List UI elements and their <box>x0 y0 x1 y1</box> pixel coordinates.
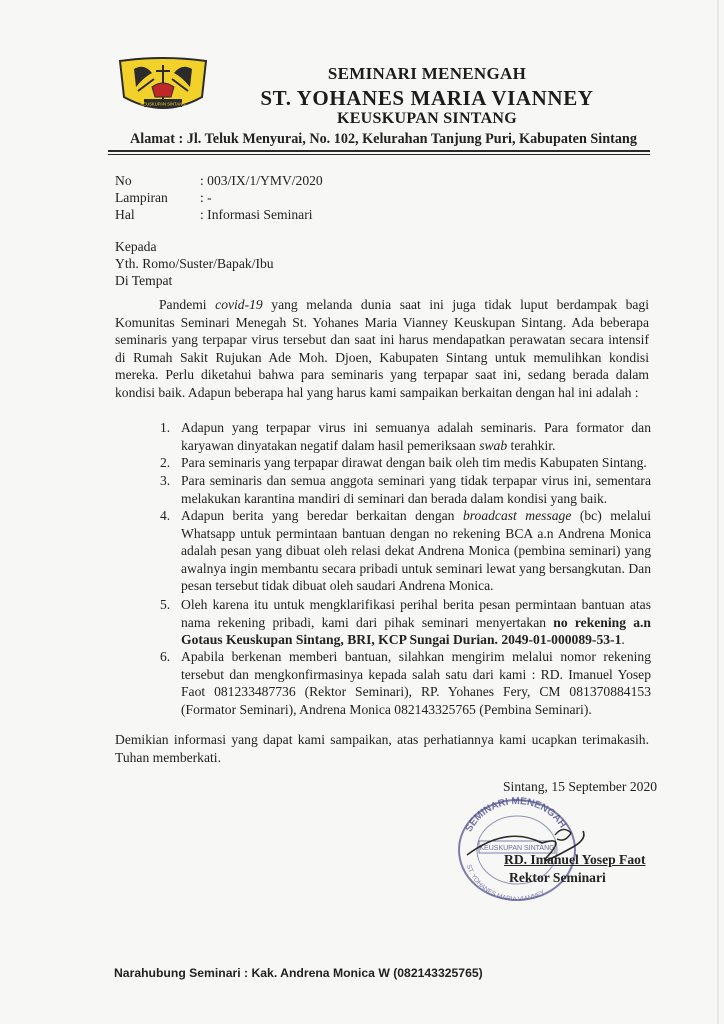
list-number: 4. <box>160 508 171 523</box>
svg-text:KEUSKUPAN SINTANG: KEUSKUPAN SINTANG <box>479 845 555 852</box>
seminary-stamp <box>447 795 587 905</box>
item4-text: Adapun berita yang beredar berkaitan dengan <box>181 508 463 523</box>
seminary-logo <box>116 57 210 115</box>
letterhead-rule <box>108 150 650 152</box>
svg-text:KEUSKUPAN SINTANG: KEUSKUPAN SINTANG <box>140 101 186 107</box>
list-item-5 <box>181 596 651 649</box>
list-number: 3. <box>160 473 171 488</box>
letterhead-address: Alamat : Jl. Teluk Menyurai, No. 102, Kelurahan Tanjung Puri, Kabupaten Sintang <box>130 131 637 147</box>
place-date: Sintang, 15 September 2020 <box>503 779 658 794</box>
meta-no-value: : 003/IX/1/YMV/2020 <box>200 173 323 188</box>
closing-paragraph: Demikian informasi yang dapat kami sampaikan, atas perhatiannya kami ucapkan terimakasih. Tuhan memberkati. <box>115 732 649 765</box>
intro-paragraph <box>115 296 649 402</box>
meta-hal-value: : Informasi Seminari <box>200 207 313 222</box>
scan-edge <box>717 0 719 1024</box>
signatory-name: RD. Imanuel Yosep Faot <box>504 852 646 867</box>
letterhead-rule-thin <box>108 154 650 155</box>
list-number: 6. <box>160 649 171 664</box>
item1-emphasis: swab <box>479 437 508 453</box>
meta-hal-label: Hal <box>115 207 135 222</box>
recipient-line2: Yth. Romo/Suster/Bapak/Ibu <box>115 256 274 271</box>
list-item-2: Para seminaris yang terpapar dirawat dengan baik oleh tim medis Kabupaten Sintang. <box>181 455 647 470</box>
item1-text: Adapun yang terpapar virus ini semuanya adalah seminaris. Para formator dan karyawan dinyatakan negatif dalam hasil pemeriksaan <box>181 420 651 453</box>
meta-lampiran-label: Lampiran <box>115 190 168 205</box>
svg-text:ST. YOHANES MARIA VIANNEY: ST. YOHANES MARIA VIANNEY <box>464 863 547 904</box>
letterhead-name: ST. YOHANES MARIA VIANNEY <box>260 86 594 110</box>
list-number: 2. <box>160 455 171 470</box>
intro-text-start: Pandemi <box>159 297 216 312</box>
item5-account: no rekening a.n Gotaus Keuskupan Sintang, BRI, KCP Sungai Durian. 2049-01-000089-53-1 <box>181 614 651 648</box>
item5-text-end: . <box>621 632 625 648</box>
signatory-title: Rektor Seminari <box>509 870 606 885</box>
meta-lampiran-value: : - <box>200 190 212 205</box>
item4-text-end: (bc) melalui Whatsapp untuk permintaan bantuan dengan no rekening BCA a.n Andrena Monica adalah pesan yang dibuat oleh relasi dekat Andrena Monica (pembina seminari) yang awalnya ingin membantu secara pribadi untuk seminari lewat yang bersangkutan. Dan pesan tersebut tidak dibuat oleh saudari Andrena Monica. <box>181 508 651 594</box>
recipient-line1: Kepada <box>115 239 157 254</box>
contact-line: Narahubung Seminari : Kak. Andrena Monica W (082143325765) <box>114 966 483 980</box>
svg-text:SEMINARI MENENGAH: SEMINARI MENENGAH <box>463 795 568 834</box>
item5-text: Oleh karena itu untuk mengklarifikasi perihal berita pesan permintaan bantuan atas nama rekening pribadi, kami dari pihak seminari menyertakan <box>181 597 651 630</box>
list-item-3: Para seminaris dan semua anggota seminari yang tidak terpapar virus ini, sementara melakukan karantina mandiri di seminari dan berada dalam kondisi yang baik. <box>181 473 651 506</box>
intro-text-rest: yang melanda dunia saat ini juga tidak luput berdampak bagi Komunitas Seminari Menegah St. Yohanes Maria Vianney Keuskupan Sintang. Ada beberapa seminaris yang terpapar virus tersebut dan saat ini harus mendapatkan perawatan secara intensif di Rumah Sakit Rujukan Ade Moh. Djoen, Kabupaten Sintang untuk memulihkan kondisi mereka. Perlu diketahui bahwa para seminaris yang terpapar saat ini, sedang berada dalam kondisi baik. Adapun beberapa hal yang harus kami sampaikan berkaitan dengan hal ini adalah : <box>115 297 649 400</box>
list-number: 1. <box>160 420 171 435</box>
list-item-4 <box>181 507 651 595</box>
item4-emphasis: broadcast message <box>462 508 572 523</box>
meta-no-label: No <box>115 173 132 188</box>
recipient-line3: Di Tempat <box>115 273 173 288</box>
list-number: 5. <box>160 597 171 612</box>
intro-emphasis: covid-19 <box>215 297 263 312</box>
letterhead-diocese: KEUSKUPAN SINTANG <box>336 110 518 127</box>
list-item-6: Apabila berkenan memberi bantuan, silahkan mengirim melalui nomor rekening tersebut dan mengkonfirmasinya kepada salah satu dari kami : RD. Imanuel Yosep Faot 081233487736 (Rektor Seminari), RP. Yohanes Fery, CM 081370884153 (Formator Seminari), Andrena Monica 082143325765 (Pembina Seminari). <box>181 649 651 717</box>
list-item-1 <box>181 419 651 454</box>
letterhead-org: SEMINARI MENENGAH <box>327 64 527 83</box>
item1-text-end: terahkir. <box>507 437 556 453</box>
